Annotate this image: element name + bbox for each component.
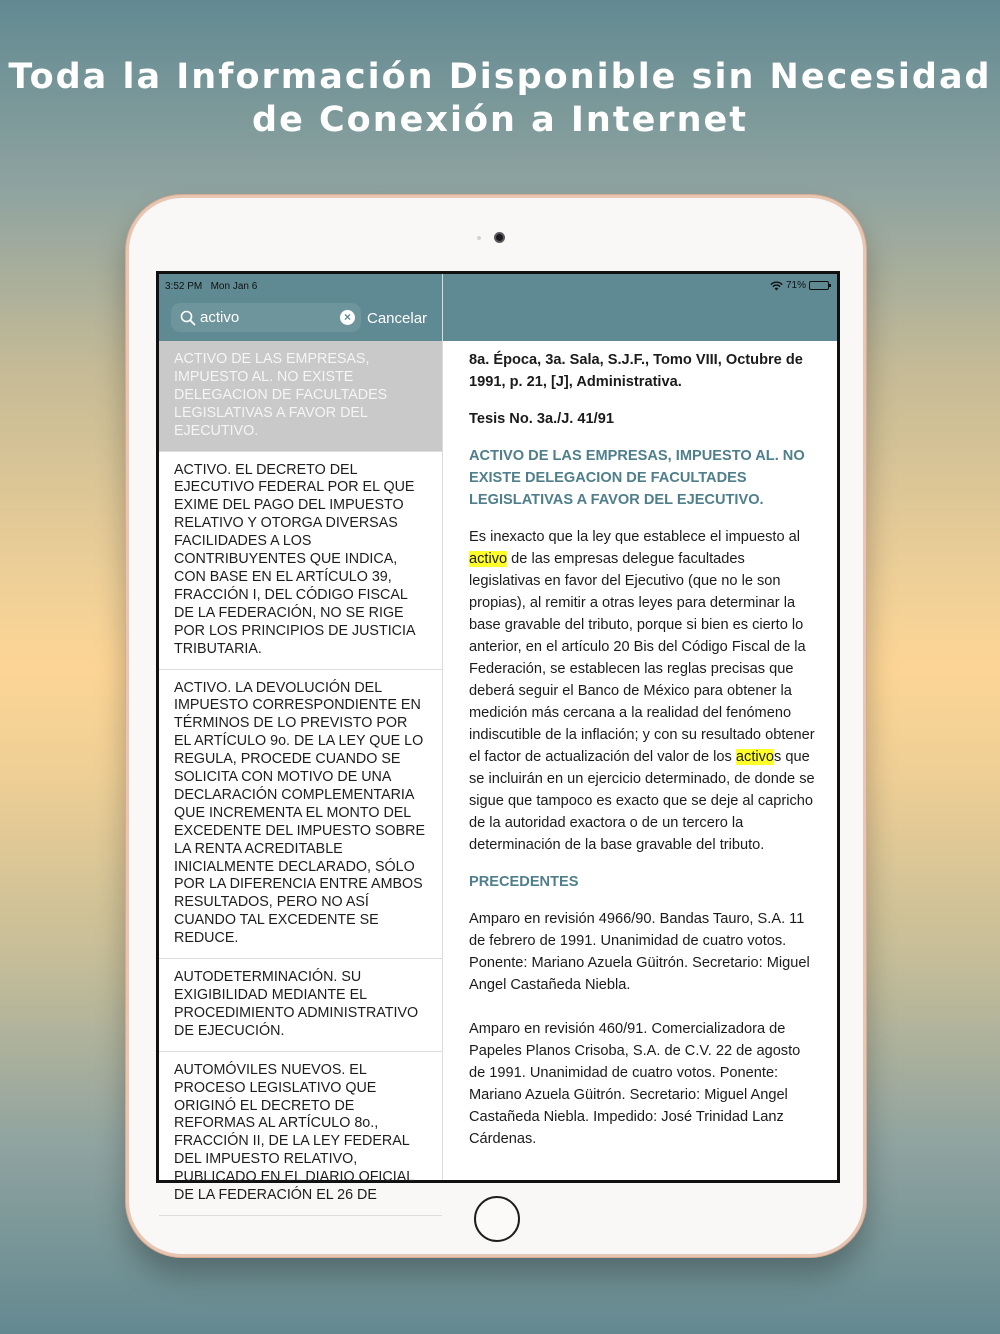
search-input[interactable]: activo	[200, 309, 240, 326]
search-highlight: activo	[469, 551, 508, 567]
search-highlight: activo	[735, 749, 775, 765]
clear-search-icon[interactable]: ×	[340, 310, 355, 325]
precedentes-heading: PRECEDENTES	[469, 874, 579, 890]
cancel-button[interactable]: Cancelar	[367, 310, 428, 327]
detail-tesis: Tesis No. 3a./J. 41/91	[469, 411, 614, 427]
headline-line-2: de Conexión a Internet	[252, 100, 748, 140]
detail-pane	[443, 341, 837, 1180]
body-text-1: Es inexacto que la ley que establece el impuesto al	[469, 529, 800, 545]
top-bar	[159, 274, 837, 341]
detail-source: 8a. Época, 3a. Sala, S.J.F., Tomo VIII, Octubre de 1991, p. 21, [J], Administrativa.	[469, 352, 803, 390]
camera	[494, 232, 505, 243]
battery-icon	[809, 281, 829, 290]
body-text-2: de las empresas delegue facultades legislativas en favor del Ejecutivo (que no le son propias), al remitir a otras leyes para determinar la base gravable del tributo, porque si bien es cierto lo anterior, en el artículo 20 Bis del Código Fiscal de la Federación, se establecen las reglas precisas que deberá seguir el Banco de México para obtener la medición más cercana a la realidad del fenómeno indiscutible de la inflación; y con su resultado obtener el factor de actualización del valor de los	[469, 551, 815, 765]
ipad-frame	[126, 195, 866, 1257]
wifi-icon	[770, 281, 783, 291]
precedente-2: Amparo en revisión 460/91. Comercializadora de Papeles Planos Crisoba, S.A. de C.V. 22 de agosto de 1991. Unanimidad de cuatro votos. Ponente: Mariano Azuela Güitrón. Secretario: Miguel Angel Castañeda Niebla. Impedido: José Trinidad Lanz Cárdenas.	[469, 1021, 801, 1147]
battery-percent: 71%	[785, 280, 806, 291]
status-time	[165, 281, 257, 292]
search-icon	[180, 310, 196, 326]
detail-title: ACTIVO DE LAS EMPRESAS, IMPUESTO AL. NO EXISTE DELEGACION DE FACULTADES LEGISLATIVAS A FAVOR DEL EJECUTIVO.	[469, 448, 805, 508]
list-item[interactable]: AUTOMÓVILES NUEVOS. EL PROCESO LEGISLATIVO QUE ORIGINÓ EL DECRETO DE REFORMAS AL ARTÍCULO 8o., FRACCIÓN II, DE LA LEY FEDERAL DEL IMPUESTO RELATIVO, PUBLICADO EN EL DIARIO OFICIAL DE LA FEDERACIÓN EL 26 DE	[159, 1052, 442, 1216]
headline-line-1: Toda la Información Disponible sin Necesidad	[8, 57, 992, 97]
home-button[interactable]	[474, 1196, 520, 1242]
promo-headline	[0, 56, 1000, 142]
results-list	[159, 341, 442, 1204]
list-item[interactable]: ACTIVO. EL DECRETO DEL EJECUTIVO FEDERAL POR EL QUE EXIME DEL PAGO DEL IMPUESTO RELATIVO Y OTORGA DIVERSAS FACILIDADES A LOS CONTRIBUYENTES QUE INDICA, CON BASE EN EL ARTÍCULO 39, FRACCIÓN I, DEL CÓDIGO FISCAL DE LA FEDERACIÓN, NO SE RIGE POR LOS PRINCIPIOS DE JUSTICIA TRIBUTARIA.	[159, 452, 442, 670]
list-item[interactable]: AUTODETERMINACIÓN. SU EXIGIBILIDAD MEDIANTE EL PROCEDIMIENTO ADMINISTRATIVO DE EJECUCIÓN.	[159, 959, 442, 1052]
status-clock: 3:52 PM	[165, 281, 203, 292]
status-indicators	[770, 280, 829, 291]
detail-body	[469, 526, 815, 856]
status-date: Mon Jan 6	[210, 281, 258, 292]
precedente-1: Amparo en revisión 4966/90. Bandas Tauro, S.A. 11 de febrero de 1991. Unanimidad de cuatro votos. Ponente: Mariano Azuela Güitrón. Secretario: Miguel Angel Castañeda Niebla.	[469, 911, 810, 993]
search-field[interactable]	[171, 303, 361, 332]
list-item[interactable]: ACTIVO. LA DEVOLUCIÓN DEL IMPUESTO CORRESPONDIENTE EN TÉRMINOS DE LO PREVISTO POR EL ARTÍCULO 9o. DE LA LEY QUE LO REGULA, PROCEDE CUANDO SE SOLICITA CON MOTIVO DE UNA DECLARACIÓN COMPLEMENTARIA QUE INCREMENTA EL MONTO DEL EXCEDENTE DEL IMPUESTO SOBRE LA RENTA ACREDITABLE INICIALMENTE DECLARADO, SÓLO POR LA DIFERENCIA ENTRE AMBOS RESULTADOS, PERO NO ASÍ CUANDO TAL EXCEDENTE SE REDUCE.	[159, 670, 442, 960]
list-item[interactable]: ACTIVO DE LAS EMPRESAS, IMPUESTO AL. NO EXISTE DELEGACION DE FACULTADES LEGISLATIVAS A FAVOR DEL EJECUTIVO.	[159, 341, 442, 452]
sensor	[477, 236, 481, 240]
split-divider	[442, 274, 443, 1180]
app-display	[159, 274, 837, 1204]
body-text-3: s que se incluirán en un ejercicio determinado, de donde se sigue que tampoco es exacto que se deje al capricho de la autoridad exactora o de un tercero la determinación de la base gravable del tributo.	[469, 749, 815, 853]
ipad-screen	[156, 271, 840, 1204]
